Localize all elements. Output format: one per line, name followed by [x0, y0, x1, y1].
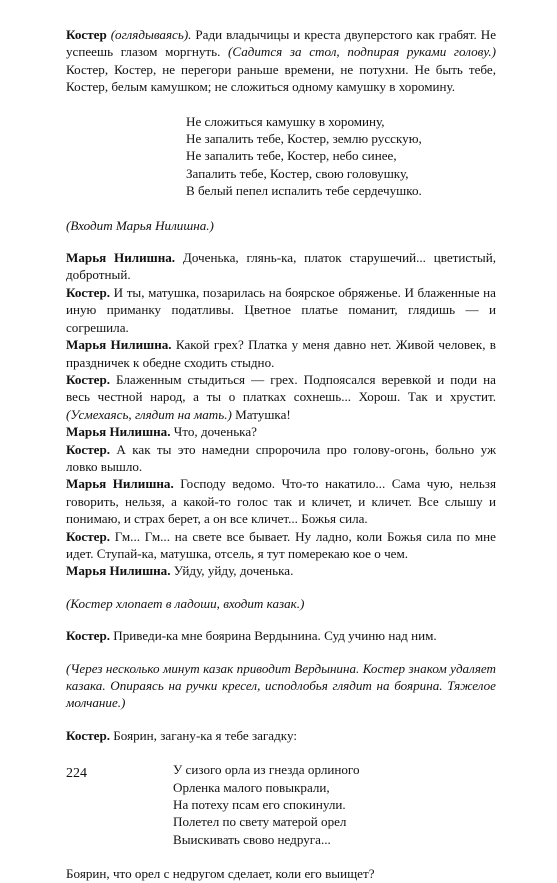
verse-line: Выискивать свово недруга... — [173, 831, 331, 847]
stage-direction-inline: (Усмехаясь, глядит на мать.) — [66, 406, 232, 422]
dialogue-line — [66, 284, 496, 336]
paragraph-text: Господу ведомо. Что-то накатило... Сама чую, нельзя говорить, нельзя, а какой-то голос так и кличет, и кличет. Все слышу и понимаю, и страх берет, а он все кличет... Божья сила. — [66, 476, 496, 527]
paragraph-text: Костер, Костер, не перегори раньше времени, не потухни. Не быть тебе, Костер, белым камушком; не сложиться одному камушку в хоромину. — [66, 61, 496, 95]
closing-line: Боярин, что орел с недругом сделает, коли его выищет? — [66, 866, 375, 882]
paragraph-text: Гм... Гм... на свете все бывает. Ну ладно, коли Божья сила по мне идет. Ступай-ка, матушка, отсель, я тут померекаю кое о чем. — [66, 528, 496, 561]
verse-line: Не запалить тебе, Костер, небо синее, — [186, 148, 397, 164]
verse-line: Не сложиться камушку в хоромину, — [186, 113, 385, 129]
dialogue-line — [66, 441, 496, 476]
dialogue-line — [66, 562, 496, 579]
verse-block-2 — [66, 761, 496, 848]
dialogue-line — [66, 475, 496, 527]
speaker-name: Костер. — [66, 441, 110, 457]
dialogue-line — [66, 627, 496, 644]
paragraph-text: И ты, матушка, позарилась на боярское обряженье. И блаженные на иную приманку податливы. Цветное платье поманит, глядишь — и согрешила. — [66, 284, 496, 335]
verse-line: Не запалить тебе, Костер, землю русскую, — [186, 131, 422, 147]
paragraph-text: Доченька, глянь-ка, платок старушечий... цветистый, добротный. — [66, 250, 496, 283]
dialogue-line — [66, 249, 496, 284]
verse-line: Орленка малого повыкрали, — [173, 779, 330, 795]
dialogue-line — [66, 528, 496, 563]
paragraph-text: Что, доченька? — [170, 424, 257, 440]
speaker-name: Марья Нилишна. — [66, 250, 176, 266]
speaker-name: Костер. — [66, 528, 110, 544]
speaker-name: Костер. — [66, 628, 110, 644]
speaker-name: Марья Нилишна. — [66, 424, 171, 440]
verse-line: На потеху псам его спокинули. — [173, 797, 346, 813]
paragraph-kostyor-1 — [66, 26, 496, 96]
stage-direction-enter: (Входит Марья Нилишна.) — [66, 217, 214, 233]
paragraph-text: Какой грех? Платка у меня давно нет. Живой человек, в праздничек к обедне сходить стыдно. — [66, 337, 496, 370]
paragraph-text: Ради владычицы и креста двуперстого как грабят. Не успеешь глазом моргнуть. — [66, 27, 497, 60]
dialogue-line — [66, 727, 496, 744]
speaker-name: Марья Нилишна. — [66, 476, 174, 492]
paragraph-text: Блаженным стыдиться — грех. Подпоясался веревкой и поди на весь честной народ, а ты о платках сохнешь... Хорош. Так и хрустит. — [66, 371, 496, 405]
paragraph-text: Боярин, загану-ка я тебе загадку: — [110, 727, 297, 743]
paragraph-text: А как ты это намедни спророчила про голову-огонь, больно уж ловко вышло. — [66, 441, 496, 474]
stage-direction-inline: (Садится за стол, подпирая руками голову.) — [228, 44, 496, 60]
verse-block-1 — [66, 113, 496, 200]
verse-line: В белый пепел испалить тебе сердечушко. — [186, 183, 422, 199]
dialogue-line — [66, 371, 496, 423]
speaker-name: Костер. — [66, 371, 110, 387]
speaker-name: Костер. — [66, 284, 110, 300]
stage-direction-claps: (Костер хлопает в ладоши, входит казак.) — [66, 595, 305, 611]
verse-line: Запалить тебе, Костер, свою головушку, — [186, 165, 409, 181]
paragraph-text: Уйду, уйду, доченька. — [170, 563, 294, 579]
stage-direction-inline: (оглядываясь). — [110, 27, 192, 42]
speaker-name: Марья Нилишна. — [66, 337, 172, 353]
paragraph-text: Приведи-ка мне боярина Вердынина. Суд учиню над ним. — [110, 628, 437, 644]
verse-line: Полетел по свету матерой орел — [173, 814, 347, 830]
dialogue-line — [66, 423, 496, 440]
verse-line: У сизого орла из гнезда орлиного — [173, 762, 360, 778]
document-page — [66, 26, 496, 883]
page-number: 224 — [66, 766, 87, 781]
dialogue-line — [66, 336, 496, 371]
speaker-name: Костер — [66, 27, 107, 42]
speaker-name: Костер. — [66, 727, 110, 743]
paragraph-text: Матушка! — [231, 406, 291, 422]
stage-direction-long: (Через несколько минут казак приводит Вердынина. Костер знаком удаляет казака. Опираясь на ручки кресел, исподлобья глядит на боярина. Тяжелое молчание.) — [66, 660, 496, 711]
speaker-name: Марья Нилишна. — [66, 563, 171, 579]
